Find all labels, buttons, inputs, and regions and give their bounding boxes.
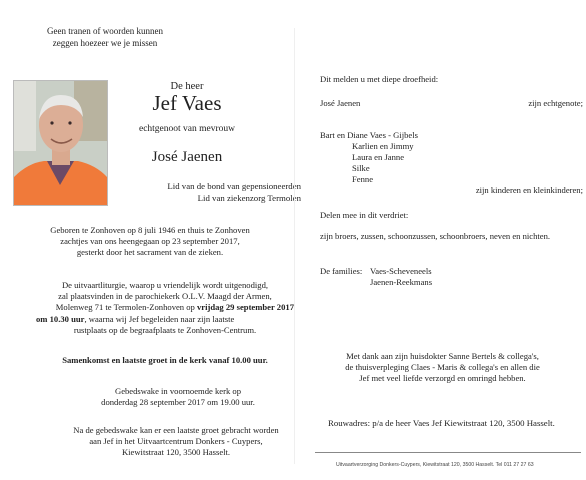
funeral-continuation: , waarna wij Jef begeleiden naar zijn laatste bbox=[84, 313, 235, 324]
farewell-paragraph bbox=[70, 425, 282, 459]
birth-line: gesterkt door het sacrament van de zieken. bbox=[76, 247, 224, 258]
families-label: De families: bbox=[320, 266, 363, 276]
funeral-time: om 10.30 uur bbox=[36, 313, 85, 324]
grandchild-entry: Silke bbox=[352, 163, 370, 173]
thanks-line: Met dank aan zijn huisdokter Sanne Bertels & collega's, bbox=[346, 351, 539, 361]
share-label: Delen mee in dit verdriet: bbox=[320, 210, 409, 220]
funeral-line: zal plaatsvinden in de parochiekerk O.L.V. Maagd der Armen, bbox=[58, 291, 272, 302]
membership-line: Lid van ziekenzorg Termolen bbox=[197, 192, 301, 203]
motto-line: Geen tranen of woorden kunnen bbox=[47, 26, 163, 36]
farewell-line: Kiewitstraat 120, 3500 Hasselt. bbox=[121, 447, 231, 458]
footer-rule bbox=[315, 452, 581, 453]
thanks-paragraph bbox=[310, 351, 575, 385]
funeral-paragraph bbox=[36, 280, 294, 336]
grandchild-entry: Karlien en Jimmy bbox=[352, 141, 414, 151]
announcement-intro: Dit melden u met diepe droefheid: bbox=[320, 74, 439, 84]
funeral-date: vrijdag 29 september 2017 bbox=[197, 302, 294, 313]
motto bbox=[30, 25, 180, 49]
family-spouse-role: zijn echtgenote; bbox=[528, 98, 583, 108]
fold-divider bbox=[294, 28, 295, 464]
birth-paragraph bbox=[42, 225, 258, 259]
funeral-home-footer: Uitvaartverzorging Donkers-Cuypers, Kiewitstraat 120, 3500 Hasselt. Tel 011 27 27 63 bbox=[336, 462, 534, 468]
portrait-image bbox=[14, 81, 107, 205]
farewell-line: aan Jef in het Uitvaartcentrum Donkers - Cuypers, bbox=[89, 436, 263, 447]
deceased-photo bbox=[13, 80, 108, 206]
relatives-list: zijn broers, zussen, schoonzussen, schoonbroers, neven en nichten. bbox=[320, 231, 551, 241]
spouse-label: echtgenoot van mevrouw bbox=[138, 124, 236, 134]
birth-line: Geboren te Zonhoven op 8 juli 1946 en thuis te Zonhoven bbox=[50, 225, 250, 235]
mourning-address: Rouwadres: p/a de heer Vaes Jef Kiewitstraat 120, 3500 Hasselt. bbox=[328, 418, 555, 428]
family-spouse-name: José Jaenen bbox=[320, 98, 361, 108]
wake-line: Gebedswake in voornoemde kerk op bbox=[114, 386, 241, 396]
membership-line: Lid van de bond van gepensioneerden bbox=[167, 181, 301, 191]
child-entry: Bart en Diane Vaes - Gijbels bbox=[320, 130, 418, 140]
family-name: Vaes-Scheveneels bbox=[370, 266, 432, 276]
funeral-line bbox=[36, 314, 294, 325]
funeral-line bbox=[36, 302, 294, 313]
title-honorific: De heer bbox=[170, 81, 204, 92]
memberships bbox=[167, 181, 301, 205]
children-role: zijn kinderen en kleinkinderen; bbox=[475, 185, 583, 195]
funeral-location: Molenweg 71 te Termolen-Zonhoven op bbox=[55, 302, 197, 313]
wake-paragraph bbox=[78, 386, 278, 408]
grandchild-entry: Laura en Janne bbox=[352, 152, 405, 162]
gathering-note: Samenkomst en laatste groet in de kerk vanaf 10.00 uur. bbox=[62, 355, 268, 365]
wake-line: donderdag 28 september 2017 om 19.00 uur. bbox=[101, 397, 255, 408]
funeral-line: De uitvaartliturgie, waarop u vriendelijk wordt uitgenodigd, bbox=[61, 280, 269, 290]
family-name: Jaenen-Reekmans bbox=[370, 277, 433, 287]
grandchild-entry: Fenne bbox=[352, 174, 374, 184]
birth-line: zachtjes van ons heengegaan op 23 september 2017, bbox=[60, 236, 240, 247]
farewell-line: Na de gebedswake kan er een laatste groet gebracht worden bbox=[73, 425, 279, 435]
thanks-line: Jef met veel liefde verzorgd en omringd hebben. bbox=[359, 373, 526, 384]
spouse-name: José Jaenen bbox=[151, 149, 223, 165]
motto-line: zeggen hoezeer we je missen bbox=[52, 38, 158, 49]
thanks-line: de thuisverpleging Claes - Maris & collega's en allen die bbox=[345, 362, 540, 373]
funeral-line: rustplaats op de begraafplaats te Zonhoven-Centrum. bbox=[73, 324, 257, 335]
deceased-name: Jef Vaes bbox=[152, 91, 222, 115]
